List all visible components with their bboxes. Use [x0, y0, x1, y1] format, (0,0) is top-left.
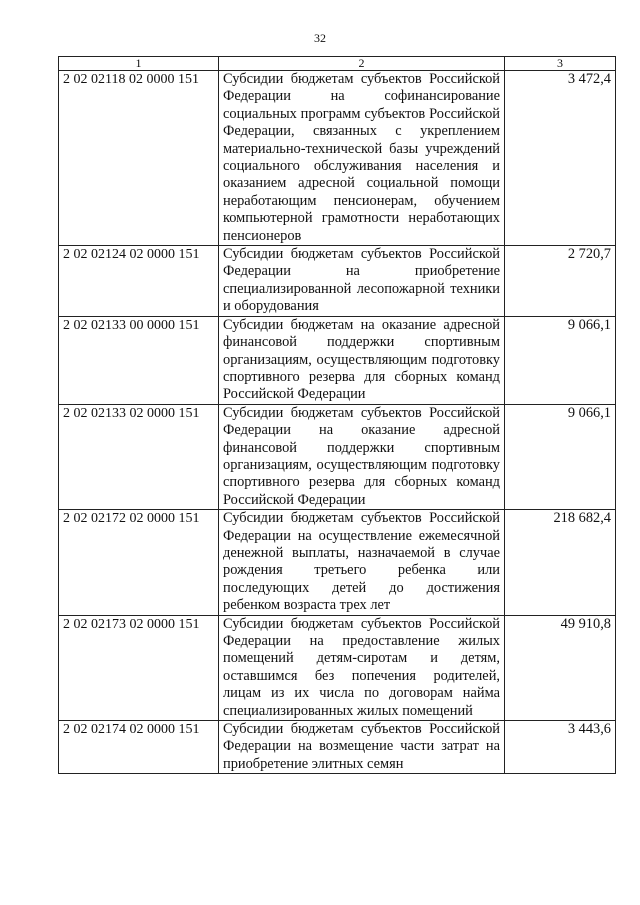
budget-code-cell: 2 02 02173 02 0000 151 — [59, 615, 219, 720]
amount-cell: 3 443,6 — [505, 721, 616, 774]
table-header — [59, 57, 616, 71]
budget-code-cell: 2 02 02133 00 0000 151 — [59, 316, 219, 404]
description-cell: Субсидии бюджетам субъектов Российской Федерации на приобретение специализированной лесопожарной техники и оборудования — [219, 246, 505, 317]
description-cell: Субсидии бюджетам субъектов Российской Федерации на осуществление ежемесячной денежной выплаты, назначаемой в случае рождения третьего ребенка или последующих детей до достижения ребенком возраста трех лет — [219, 510, 505, 615]
column-header-2: 2 — [219, 57, 505, 71]
budget-code-cell: 2 02 02133 02 0000 151 — [59, 404, 219, 509]
description-cell: Субсидии бюджетам субъектов Российской Федерации на предоставление жилых помещений детям-сиротам и детям, оставшимся без попечения родителей, лицам из их числа по договорам найма специализированных жилых помещений — [219, 615, 505, 720]
column-header-1: 1 — [59, 57, 219, 71]
amount-cell: 218 682,4 — [505, 510, 616, 615]
amount-cell: 2 720,7 — [505, 246, 616, 317]
page-number: 32 — [314, 31, 326, 45]
table-row — [59, 404, 616, 509]
amount-cell: 9 066,1 — [505, 404, 616, 509]
column-header-3: 3 — [505, 57, 616, 71]
table-row — [59, 721, 616, 774]
budget-table — [58, 56, 616, 774]
budget-code-cell: 2 02 02174 02 0000 151 — [59, 721, 219, 774]
header-row — [59, 57, 616, 71]
description-cell: Субсидии бюджетам на оказание адресной финансовой поддержки спортивным организациям, осуществляющим подготовку спортивного резерва для сборных команд Российской Федерации — [219, 316, 505, 404]
budget-code-cell: 2 02 02172 02 0000 151 — [59, 510, 219, 615]
description-cell: Субсидии бюджетам субъектов Российской Федерации на оказание адресной финансовой поддержки спортивным организациям, осуществляющим подготовку спортивного резерва для сборных команд Российской Федерации — [219, 404, 505, 509]
table-row — [59, 510, 616, 615]
budget-code-cell: 2 02 02124 02 0000 151 — [59, 246, 219, 317]
amount-cell: 3 472,4 — [505, 71, 616, 246]
description-cell: Субсидии бюджетам субъектов Российской Федерации на возмещение части затрат на приобретение элитных семян — [219, 721, 505, 774]
amount-cell: 9 066,1 — [505, 316, 616, 404]
table-body — [59, 71, 616, 774]
budget-code-cell: 2 02 02118 02 0000 151 — [59, 71, 219, 246]
amount-cell: 49 910,8 — [505, 615, 616, 720]
table-row — [59, 71, 616, 246]
table-row — [59, 246, 616, 317]
table-row — [59, 316, 616, 404]
description-cell: Субсидии бюджетам субъектов Российской Федерации на софинансирование социальных программ субъектов Российской Федерации, связанных с укреплением материально-технической базы учреждений социального обслуживания населения и оказанием адресной социальной помощи неработающим пенсионерам, обучением компьютерной грамотности неработающих пенсионеров — [219, 71, 505, 246]
table-row — [59, 615, 616, 720]
